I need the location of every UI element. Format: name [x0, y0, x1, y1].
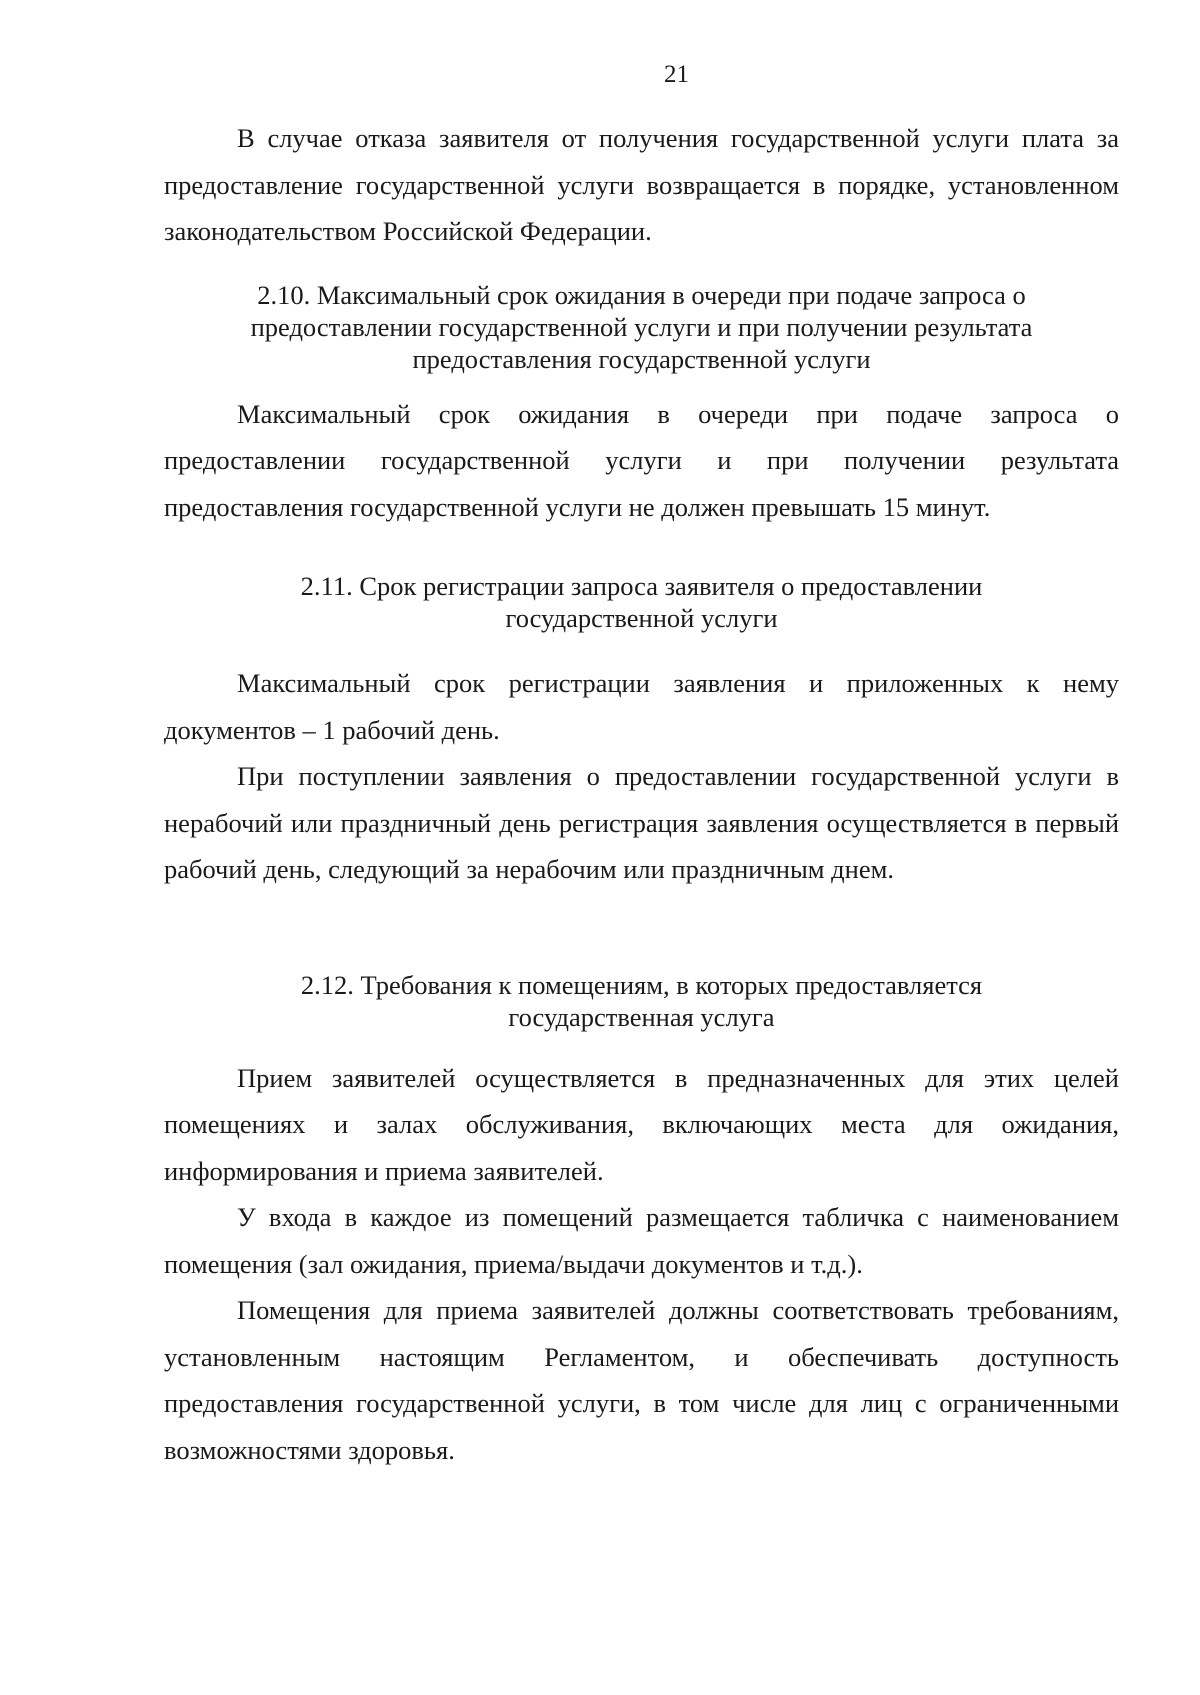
paragraph-refund: В случае отказа заявителя от получения государственной услуги плата за предоставление государственной услуги возвращается в порядке, установленном законодательством Российской Федерации. [164, 123, 1119, 246]
paragraph-registration-time: Максимальный срок регистрации заявления и приложенных к нему документов – 1 рабочий день. [164, 668, 1119, 745]
heading-2-11: 2.11. Срок регистрации запроса заявителя о предоставлении государственной услуги [300, 571, 983, 633]
paragraph-wait-time: Максимальный срок ожидания в очереди при подаче запроса о предоставлении государственной услуги и при получении результата предоставления государственной услуги не должен превышать 15 минут. [164, 398, 1119, 522]
document-body [164, 115, 1119, 1473]
paragraph-holiday-registration: При поступлении заявления о предоставлении государственной услуги в нерабочий или праздничный день регистрация заявления осуществляется в первый рабочий день, следующий за нерабочим или праздничным днем. [164, 761, 1119, 884]
heading-2-12: 2.12. Требования к помещениям, в которых предоставляется государственная услуга [300, 969, 983, 1032]
paragraph-reception-halls: Прием заявителей осуществляется в предназначенных для этих целей помещениях и залах обслуживания, включающих места для ожидания, информирования и приема заявителей. [164, 1062, 1119, 1186]
heading-2-10: 2.10. Максимальный срок ожидания в очереди при подаче запроса о предоставлении государственной услуги и при получении результата предоставления государственной услуги [250, 279, 1033, 374]
paragraph-entrance-sign: У входа в каждое из помещений размещается табличка с наименованием помещения (зал ожидания, приема/выдачи документов и т.д.). [164, 1202, 1119, 1279]
paragraph-premises-requirements: Помещения для приема заявителей должны соответствовать требованиям, установленным настоящим Регламентом, и обеспечивать доступность предоставления государственной услуги, в том числе для лиц с ограниченными возможностями здоровья. [164, 1295, 1119, 1465]
page-number: 21 [664, 61, 689, 88]
